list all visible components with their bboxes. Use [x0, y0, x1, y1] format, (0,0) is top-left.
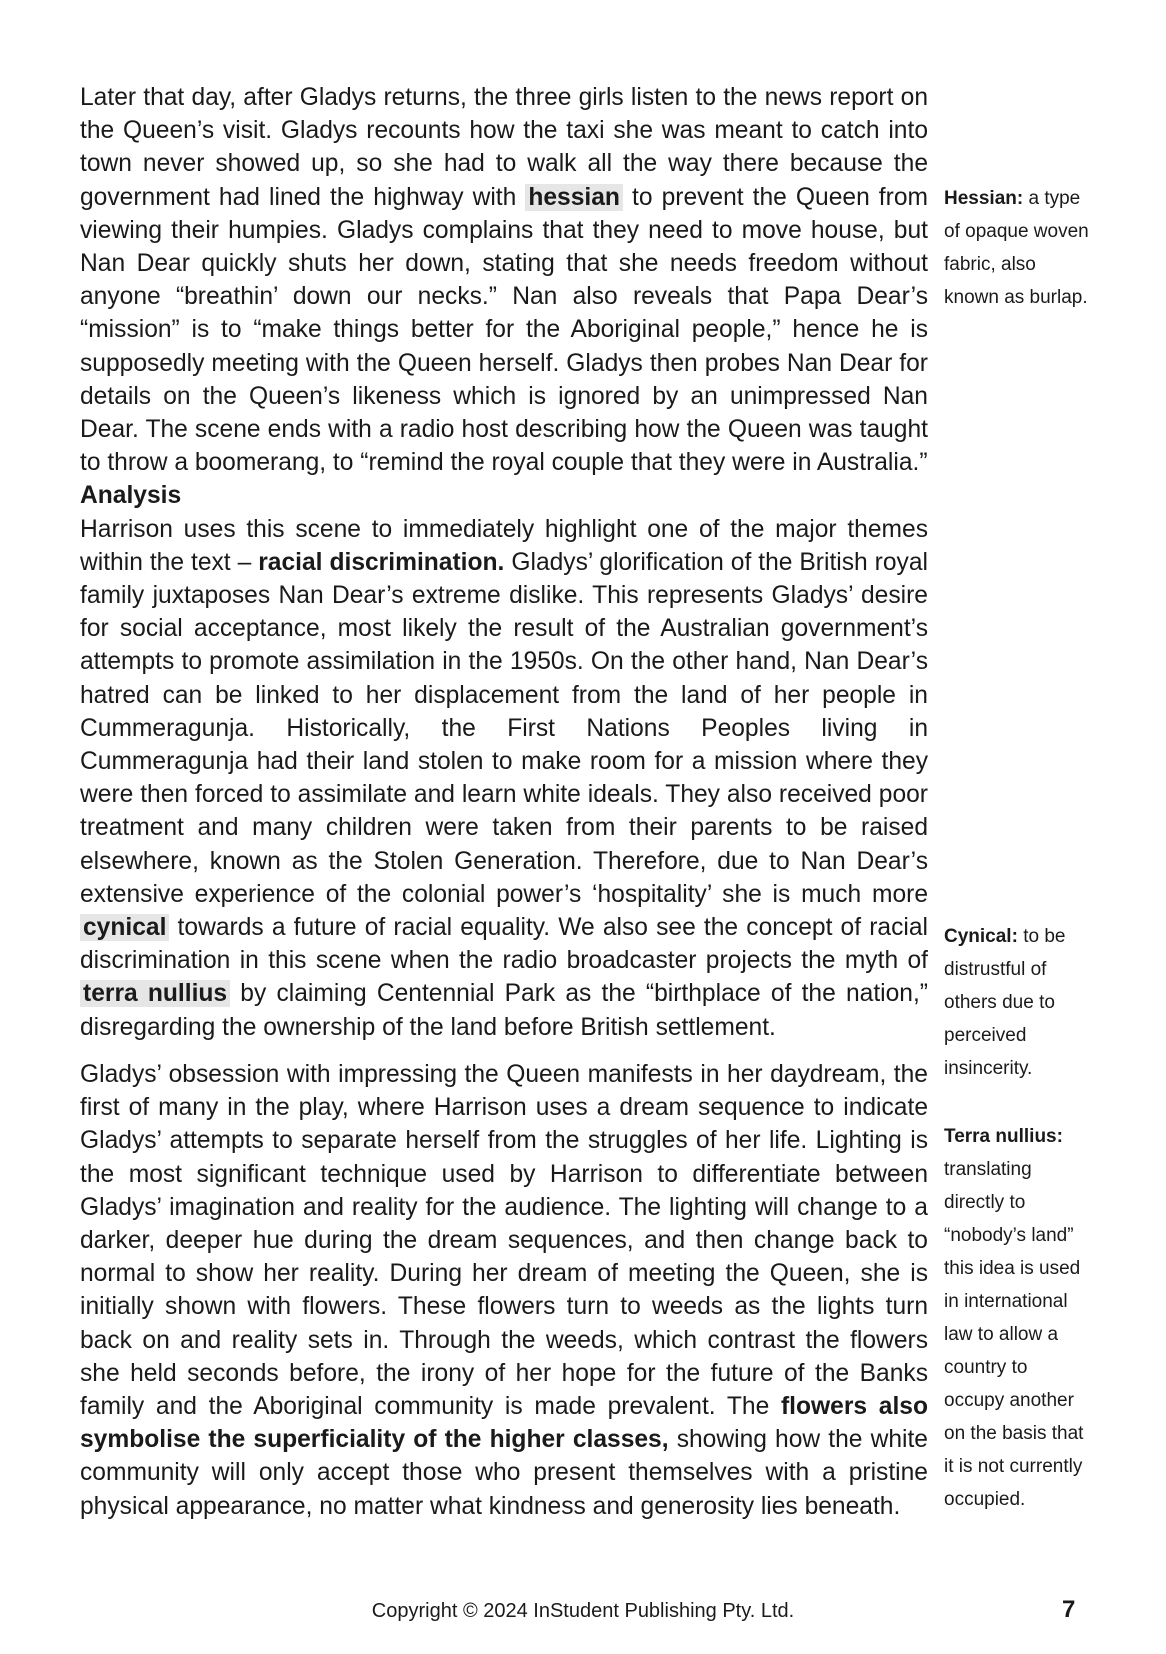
- glossary-terra-nullius: Terra nullius: translating directly to “nobody’s land” this idea is used in international law to allow a country to occupy another on the basis that it is not currently occupied.: [944, 1126, 1084, 1510]
- glossary-hessian: Hessian: a type of opaque woven fabric, also known as burlap.: [944, 188, 1089, 308]
- lighting-paragraph: Gladys’ obsession with impressing the Queen manifests in her daydream, the first of many in the play, where Harrison uses a dream sequence to indicate Gladys’ attempts to separate herself from the struggles of her life. Lighting is the most significant technique used by Harrison to differentiate between Gladys’ imagination and reality for the audience. The lighting will change to a darker, deeper hue during the dream sequences, and then change back to normal to show her reality. During her dream of meeting the Queen, she is initially shown with flowers. These flowers turn to weeds as the lights turn back on and reality sets in. Through the weeds, which contrast the flowers she held seconds before, the irony of her hope for the future of the Banks family and the Aboriginal community is made prevalent. The flowers also symbolise the superficiality of the higher classes, showing how the white community will only accept those who present themselves with a pristine physical appearance, no matter what kindness and generosity lies beneath.: [80, 1060, 928, 1520]
- copyright-footer: Copyright © 2024 InStudent Publishing Pty. Ltd.: [371, 1600, 795, 1622]
- page-number: 7: [1062, 1596, 1076, 1623]
- glossary-cynical: Cynical: to be distrustful of others due to perceived insincerity.: [944, 926, 1066, 1079]
- term-hessian: hessian: [525, 184, 623, 211]
- analysis-paragraph: Harrison uses this scene to immediately highlight one of the major themes within the text – racial discrimination. Gladys’ glorification of the British royal family juxtaposes Nan Dear’s extreme dislike. This represents Gladys’ desire for social acceptance, most likely the result of the Australian government’s attempts to promote assimilation in the 1950s. On the other hand, Nan Dear’s hatred can be linked to her displacement from the land of her people in Cummeragunja. Historically, the First Nations Peoples living in Cummeragunja had their land stolen to make room for a mission where they were then forced to assimilate and learn white ideals. They also received poor treatment and many children were taken from their parents to be raised elsewhere, known as the Stolen Generation. Therefore, due to Nan Dear’s extensive experience of the colonial power’s ‘hospitality’ she is much more cynical towards a future of racial equality. We also see the concept of racial discrimination in this scene when the radio broadcaster projects the myth of terra nullius by claiming Centennial Park as the “birthplace of the nation,” disregarding the ownership of the land before British settlement.: [80, 515, 928, 1041]
- analysis-heading: Analysis: [80, 482, 182, 510]
- term-cynical: cynical: [80, 914, 169, 941]
- summary-paragraph: Later that day, after Gladys returns, the three girls listen to the news report on the Queen’s visit. Gladys recounts how the taxi she was meant to catch into town never showed up, so she had to walk all the way there because the government had lined the highway with hessian to prevent the Queen from viewing their humpies. Gladys complains that they need to move house, but Nan Dear quickly shuts her down, stating that she needs freedom without anyone “breathin’ down our necks.” Nan also reveals that Papa Dear’s “mission” is to “make things better for the Aboriginal people,” hence he is supposedly meeting with the Queen herself. Gladys then probes Nan Dear for details on the Queen’s likeness which is ignored by an unimpressed Nan Dear. The scene ends with a radio host describing how the Queen was taught to throw a boomerang, to “remind the royal couple that they were in Australia.”: [80, 84, 928, 477]
- main-text: [80, 81, 928, 1523]
- term-terra-nullius: terra nullius: [80, 980, 230, 1007]
